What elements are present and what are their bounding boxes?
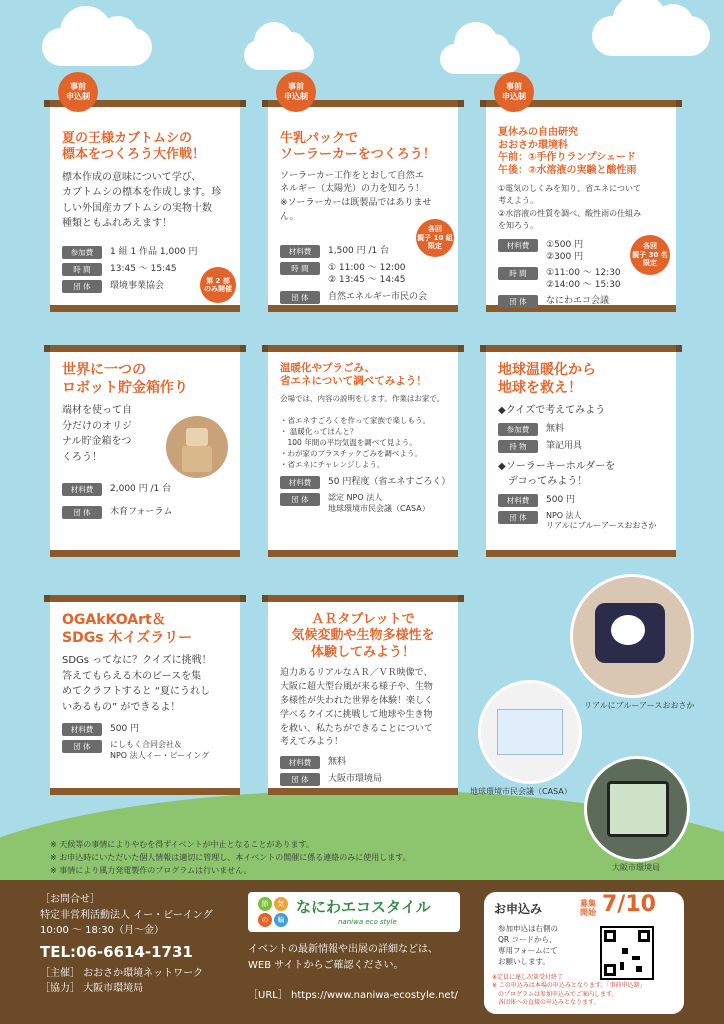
logo-mark-icon: 節 気 の 輪 (258, 897, 288, 927)
contact-block: ［お問合せ］ 特定非営利活動法人 イー・ビーイング 10:00 〜 18:30（月〜金） TEL:06-6614-1731 ［主催］ おおさか環境ネットワーク ［協力］ 大阪市環境局 (40, 894, 213, 995)
limited-badge: 各回 親子 30 名 限定 (630, 235, 670, 275)
pre-registration-badge: 事前 申込制 (276, 72, 316, 112)
qr-code-icon[interactable] (600, 926, 654, 980)
card-body: 迫力あるリアルなＡＲ／ＶＲ映像で、 大阪に超大型台風が来る様子や、生物 多様性が失われた世界を体験！楽しく 学べるクイズに挑戦して地球や生き物 を救い、私たちができることについて 考えてみよう！ (280, 667, 434, 748)
info-row: 材料費 2,000 円 /1 台 (62, 483, 228, 496)
event-card-solar-car (268, 100, 458, 312)
phone-number: TEL:06-6614-1731 (40, 942, 193, 961)
event-card-save-earth (486, 345, 676, 557)
card-body: 標本作成の意味について学び、 カブトムシの標本を作成します。珍 しい外国産カブトムシの実物十数 種類ともふれあえます！ (62, 171, 222, 229)
pre-registration-badge: 事前 申込制 (58, 72, 98, 112)
pre-registration-badge: 事前 申込制 (494, 72, 534, 112)
card-body: 端材を使って自 分だけのオリジ ナル貯金箱をつ くろう！ (62, 405, 132, 463)
limited-badge: 第 2 部 のみ開催 (200, 267, 236, 303)
info-row: 団 体 NPO 法人 リアルにブルーアースおおさか (498, 511, 664, 533)
logo-subtext: naniwa eco style (338, 918, 397, 926)
info-row: 参加費 1 組 1 作品 1,000 円 (62, 246, 228, 259)
card-body: ソーラーカー工作をとおして自然エ ネルギー（太陽光）の力を知ろう！ ※ソーラーカーは既製品ではありません。 (280, 170, 432, 223)
photo-caption: 大阪市環境局 (612, 863, 660, 872)
event-card-robot-bank (50, 345, 240, 557)
info-row: 団 体 にしもく合同会社＆ NPO 法人イー・ビーイング (62, 740, 228, 762)
info-row: 材料費 500 円 (498, 494, 664, 507)
web-info-text: イベントの最新情報や出展の詳細などは、 WEB サイトからご確認ください。 (248, 944, 438, 971)
quiz-sheet-photo (478, 680, 582, 784)
cloud (592, 16, 710, 56)
card-title: OGAkKOArt＆ SDGs 木イズラリー (62, 612, 193, 646)
card-title: ＡＲタブレットで 気候変動や生物多様性を 体験してみよう！ (291, 612, 435, 660)
keychain-photo (570, 574, 694, 698)
cloud (244, 40, 314, 70)
info-row: 参加費 無料 (498, 423, 664, 436)
info-row: 時 間 ① 11:00 〜 12:00 ② 13:45 〜 14:45 (280, 262, 446, 286)
info-row: 持 物 筆記用具 (498, 440, 664, 453)
footer (0, 880, 724, 1024)
apply-body: 参加申込は右側の QR コードから、 専用フォームにて お願いします。 (498, 924, 558, 966)
event-card-global-warming-research (268, 345, 458, 557)
info-row: 時 間 13:45 〜 15:45 (62, 263, 228, 276)
info-row: 団 体 環境事業協会 (62, 280, 228, 293)
info-row: 団 体 認定 NPO 法人 地球環境市民会議（CASA） (280, 493, 446, 515)
card-title: 夏休みの自由研究 おおさか環境科 午前：①手作りランプシェード 午後：②水溶液の実験と酸性雨 (498, 127, 637, 176)
event-card-kabutomushi (50, 100, 240, 312)
card-title: 地球温暖化から 地球を救え！ (498, 362, 596, 396)
naniwa-eco-style-logo[interactable] (248, 892, 460, 932)
card-body: SDGs ってなに？クイズに挑戦！ 答えてもらえる木のピースを集 めてクラフトすると “夏にうれし いあるもの” ができるよ！ (62, 655, 212, 713)
info-row: 団 体 自然エネルギー市民の会 (280, 291, 446, 304)
apply-title: お申込み (494, 902, 543, 916)
disclaimer-notes: ※ 天候等の事情によりやむを得ずイベントが中止となることがあります。 ※ お申込時にいただいた個人情報は適切に管理し、本イベントの開催に係る連絡のみに使用します。 ※ 事情により風力発電製作のプログラムは行いません。 (50, 840, 411, 876)
cloud (42, 28, 152, 66)
info-row: 材料費 ①500 円 ②300 円 (498, 239, 664, 263)
info-row: 団 体 大阪市環境局 (280, 773, 446, 786)
card-title: 牛乳パックで ソーラーカーをつくろう！ (280, 131, 436, 163)
card-body-2: ◆ソーラーキーホルダーを デコってみよう！ (498, 460, 616, 487)
limited-badge: 各回 親子 10 組 限定 (416, 219, 454, 257)
card-title: 温暖化やプラごみ、 省エネについて調べてみよう！ (280, 362, 427, 388)
apply-start-date: 7/10 (602, 892, 656, 917)
event-card-sdgs-quiz (50, 595, 240, 795)
event-card-ar-tablet (268, 595, 458, 795)
info-row: 材料費 1,500 円 /1 台 (280, 245, 446, 258)
card-body: 会場では、内容の説明をします。作業はお家で。 ・省エネすごろくを作って家族で楽しもう。 ・ 温暖化ってほんと？ 100 年間の平均気温を調べて見よう。 ・わが家のプラスチックごみを調べよう。 ・省エネにチャレンジしよう。 (280, 394, 445, 469)
info-row: 材料費 50 円程度（省エネすごろく） (280, 476, 446, 489)
application-box (484, 892, 684, 1014)
info-row: 材料費 500 円 (62, 723, 228, 736)
robot-bank-photo (166, 416, 228, 478)
apply-start-label: 募集 開始 (580, 899, 596, 917)
info-row: 材料費 無料 (280, 756, 446, 769)
card-body: ①電気のしくみを知り、省エネについて 考えよう。 ②水溶液の性質を調べ、酸性雨の仕組み を知ろう。 (498, 184, 642, 231)
card-title: 夏の王様カブトムシの 標本をつくろう大作戦！ (62, 131, 206, 163)
info-row: 時 間 ①11:00 〜 12:30 ②14:00 〜 15:30 (498, 267, 664, 291)
photo-caption: リアルにブルーアースおおさか (584, 701, 695, 710)
photo-caption: 地球環境市民会議（CASA） (470, 787, 572, 796)
ar-tablet-photo (584, 756, 690, 862)
apply-notes: ※定員に達し次第受付終了 ※ この申込みは本場の申込みとなります。「事前申込制」 のプログラムは参加申込みでご案内します。 各団体への直接の申込みとなります。 (492, 974, 646, 1007)
card-body: ◆クイズで考えてみよう (498, 405, 606, 416)
website-url[interactable]: ［URL］ https://www.naniwa-ecostyle.net/ (248, 990, 458, 1001)
card-title: 世界に一つの ロボット貯金箱作り (62, 362, 188, 396)
logo-text: なにわエコスタイル (296, 898, 431, 916)
cloud (440, 44, 520, 74)
info-row: 団 体 木育フォーラム (62, 506, 228, 519)
info-row: 団 体 なにわエコ会議 (498, 295, 664, 308)
event-card-free-research (486, 100, 676, 312)
